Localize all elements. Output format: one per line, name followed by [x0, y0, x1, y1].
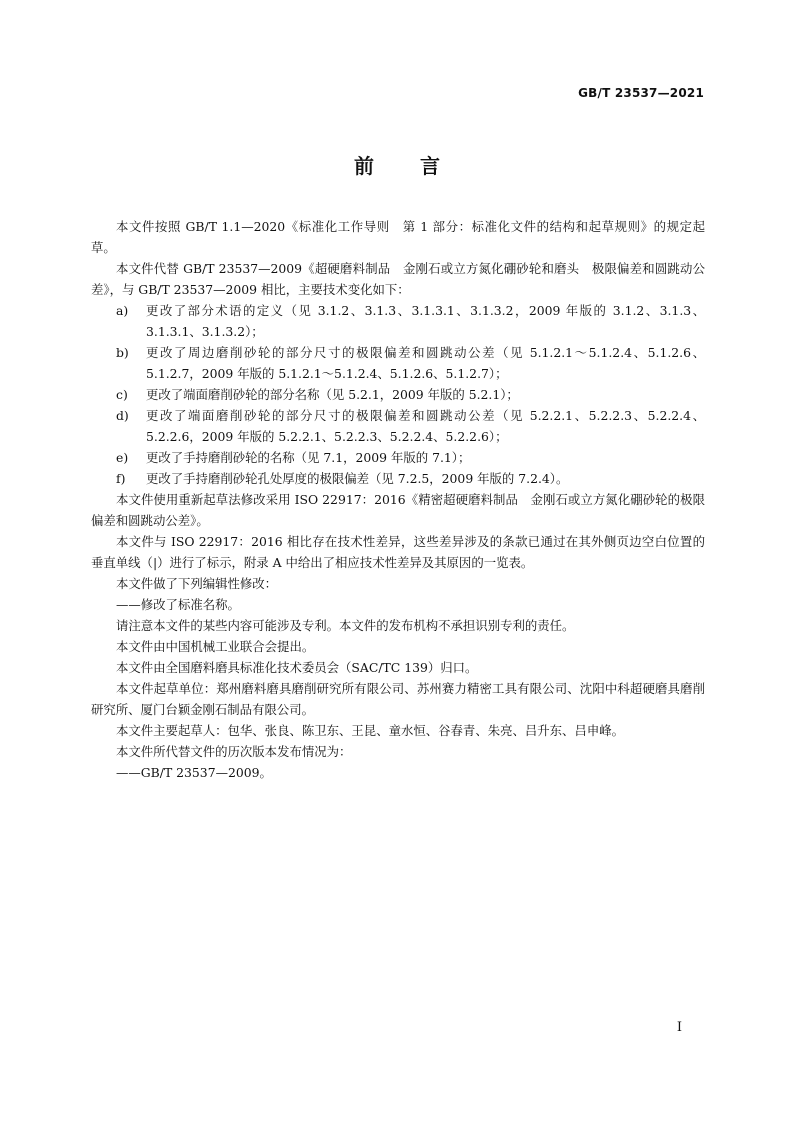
title-char-1: 前 — [354, 154, 374, 178]
list-item — [91, 342, 705, 384]
paragraph-editorial-item: ——修改了标准名称。 — [116, 597, 240, 612]
list-marker: c) — [116, 387, 128, 402]
changes-list — [91, 300, 705, 489]
list-marker: d) — [116, 408, 129, 423]
paragraph-drafters: 本文件主要起草人：包华、张良、陈卫东、王昆、童水恒、谷春青、朱亮、吕升东、吕申峰。 — [116, 723, 625, 738]
list-item-text: 更改了手持磨削砂轮孔处厚度的极限偏差（见 7.2.5，2009 年版的 7.2.4）。 — [146, 471, 569, 486]
paragraph-technical-differences: 本文件与 ISO 22917：2016 相比存在技术性差异，这些差异涉及的条款已通过在其外侧页边空白位置的垂直单线（|）进行了标示，附录 A 中给出了相应技术性差异及其原因的一览表。 — [91, 534, 705, 570]
list-marker: a) — [116, 303, 129, 318]
paragraph-replaces: 本文件代替 GB/T 23537—2009《超硬磨料制品 金刚石或立方氮化硼砂轮和磨头 极限偏差和圆跳动公差》，与 GB/T 23537—2009 相比，主要技术变化如下： — [91, 261, 705, 297]
list-item-text: 更改了手持磨削砂轮的名称（见 7.1，2009 年版的 7.1）； — [146, 450, 471, 465]
paragraph-patent-notice: 请注意本文件的某些内容可能涉及专利。本文件的发布机构不承担识别专利的责任。 — [116, 618, 575, 633]
list-marker: e) — [116, 450, 129, 465]
preface-body — [91, 216, 705, 783]
list-item — [91, 468, 705, 489]
paragraph-adoption: 本文件使用重新起草法修改采用 ISO 22917：2016《精密超硬磨料制品 金刚石或立方氮化硼砂轮的极限偏差和圆跳动公差》。 — [91, 492, 705, 528]
list-item — [91, 384, 705, 405]
list-item-text: 更改了端面磨削砂轮的部分名称（见 5.2.1，2009 年版的 5.2.1）； — [146, 387, 519, 402]
list-item-text: 更改了部分术语的定义（见 3.1.2、3.1.3、3.1.3.1、3.1.3.2，2009 年版的 3.1.2、3.1.3、3.1.3.1、3.1.3.2）； — [146, 303, 705, 339]
list-item-text: 更改了周边磨削砂轮的部分尺寸的极限偏差和圆跳动公差（见 5.1.2.1～5.1.2.4、5.1.2.6、5.1.2.7，2009 年版的 5.1.2.1～5.1.2.4、5.1.2.6、5.1.2.7）； — [146, 345, 705, 381]
list-item — [91, 447, 705, 468]
paragraph-drafting-rules: 本文件按照 GB/T 1.1—2020《标准化工作导则 第 1 部分：标准化文件的结构和起草规则》的规定起草。 — [91, 219, 705, 255]
paragraph-editorial-changes: 本文件做了下列编辑性修改： — [116, 576, 278, 591]
paragraph-version-history: 本文件所代替文件的历次版本发布情况为： — [116, 744, 352, 759]
list-item — [91, 300, 705, 342]
paragraph-administered-by: 本文件由全国磨料磨具标准化技术委员会（SAC/TC 139）归口。 — [116, 660, 478, 675]
list-marker: b) — [116, 345, 129, 360]
page-number: I — [676, 1020, 682, 1035]
standard-number: GB/T 23537—2021 — [578, 86, 704, 100]
paragraph-drafting-organizations: 本文件起草单位：郑州磨料磨具磨削研究所有限公司、苏州赛力精密工具有限公司、沈阳中科超硬磨具磨削研究所、厦门台颖金刚石制品有限公司。 — [91, 681, 705, 717]
list-marker: f) — [116, 471, 126, 486]
paragraph-previous-version: ——GB/T 23537—2009。 — [116, 765, 272, 780]
list-item — [91, 405, 705, 447]
page-title — [0, 150, 794, 179]
list-item-text: 更改了端面磨削砂轮的部分尺寸的极限偏差和圆跳动公差（见 5.2.2.1、5.2.2.3、5.2.2.4、5.2.2.6，2009 年版的 5.2.2.1、5.2.2.3、5.2.2.4、5.2.2.6）； — [146, 408, 705, 444]
paragraph-proposed-by: 本文件由中国机械工业联合会提出。 — [116, 639, 315, 654]
title-char-2: 言 — [420, 154, 440, 178]
